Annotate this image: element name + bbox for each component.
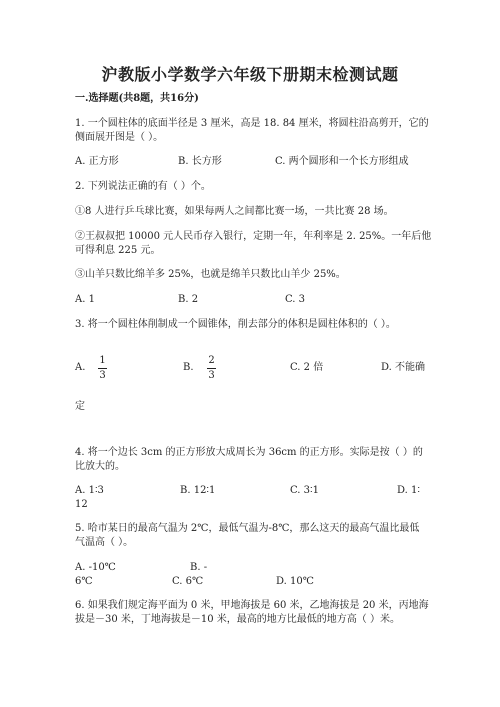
q2-statement-3: ③山羊只数比绵羊多 25%，也就是绵羊只数比山羊少 25%。 bbox=[75, 269, 346, 280]
fraction-denominator: 3 bbox=[99, 370, 106, 381]
q1-text-line2: 侧面展开图是（ ）。 bbox=[75, 132, 164, 143]
q2-option-a[interactable]: A. 1 bbox=[75, 294, 95, 305]
q2-statement-2-line2: 可得利息 225 元。 bbox=[75, 245, 161, 256]
q3-option-b[interactable]: B. bbox=[183, 362, 194, 373]
q4-option-c[interactable]: C. 3∶1 bbox=[290, 485, 319, 496]
q3-option-d-continued: 定 bbox=[75, 401, 85, 412]
q4-option-b[interactable]: B. 12∶1 bbox=[180, 485, 216, 496]
q3-option-a-fraction bbox=[98, 355, 107, 382]
q4-option-d-continued: 12 bbox=[75, 499, 88, 510]
q4-text-line2: 比放大的。 bbox=[75, 461, 125, 472]
q5-text-line1: 5. 哈市某日的最高气温为 2℃，最低气温为-8℃，那么这天的最高气温比最低 bbox=[75, 523, 420, 534]
fraction-numerator: 2 bbox=[208, 355, 215, 366]
q5-text-line2: 气温高（ ）。 bbox=[75, 537, 134, 548]
q3-option-c[interactable]: C. 2 倍 bbox=[290, 362, 324, 373]
q2-option-c[interactable]: C. 3 bbox=[285, 294, 306, 305]
q2-statement-2-line1: ②王叔叔把 10000 元人民币存入银行，定期一年，年利率是 2. 25%。一年后他 bbox=[75, 231, 432, 242]
fraction-numerator: 1 bbox=[99, 355, 106, 366]
q3-option-b-fraction bbox=[207, 355, 216, 382]
fraction-denominator: 3 bbox=[208, 370, 215, 381]
section-heading: 一.选择题(共8题，共16分) bbox=[75, 93, 199, 104]
q3-option-d[interactable]: D. 不能确 bbox=[381, 362, 426, 373]
fraction-bar bbox=[98, 368, 107, 369]
q6-text-line2: 拔是－30 米，丁地海拔是－10 米，最高的地方比最低的地方高（ ）米。 bbox=[75, 614, 400, 625]
q3-text: 3. 将一个圆柱体削制成一个圆锥体，削去部分的体积是圆柱体积的（ ）。 bbox=[75, 319, 396, 330]
q2-statement-1: ①8 人进行乒乓球比赛，如果每两人之间都比赛一场，一共比赛 28 场。 bbox=[75, 206, 394, 217]
q4-option-d[interactable]: D. 1∶ bbox=[397, 485, 420, 496]
q5-option-a[interactable]: A. -10℃ bbox=[75, 562, 116, 573]
page-title: 沪教版小学数学六年级下册期末检测试题 bbox=[101, 65, 399, 84]
q2-text: 2. 下列说法正确的有（ ）个。 bbox=[75, 181, 211, 192]
q1-option-b[interactable]: B. 长方形 bbox=[178, 156, 222, 167]
q5-option-b-continued: 6℃ bbox=[75, 576, 93, 587]
q5-option-b[interactable]: B. - bbox=[190, 562, 208, 573]
q5-option-c[interactable]: C. 6℃ bbox=[172, 576, 204, 587]
q1-option-a[interactable]: A. 正方形 bbox=[75, 156, 119, 167]
fraction-bar bbox=[207, 368, 216, 369]
q4-text-line1: 4. 将一个边长 3cm 的正方形放大成周长为 36cm 的正方形。实际是按（ ）的 bbox=[75, 447, 423, 458]
q4-option-a[interactable]: A. 1∶3 bbox=[75, 485, 104, 496]
q2-option-b[interactable]: B. 2 bbox=[178, 294, 199, 305]
q5-option-d[interactable]: D. 10℃ bbox=[276, 576, 314, 587]
q3-option-a[interactable]: A. bbox=[75, 362, 86, 373]
q6-text-line1: 6. 如果我们规定海平面为 0 米，甲地海拔是 60 米，乙地海拔是 20 米，丙地海 bbox=[75, 600, 429, 611]
q1-text-line1: 1. 一个圆柱体的底面半径是 3 厘米，高是 18. 84 厘米，将圆柱沿高剪开，它的 bbox=[75, 118, 429, 129]
q1-option-c[interactable]: C. 两个圆形和一个长方形组成 bbox=[275, 156, 409, 167]
